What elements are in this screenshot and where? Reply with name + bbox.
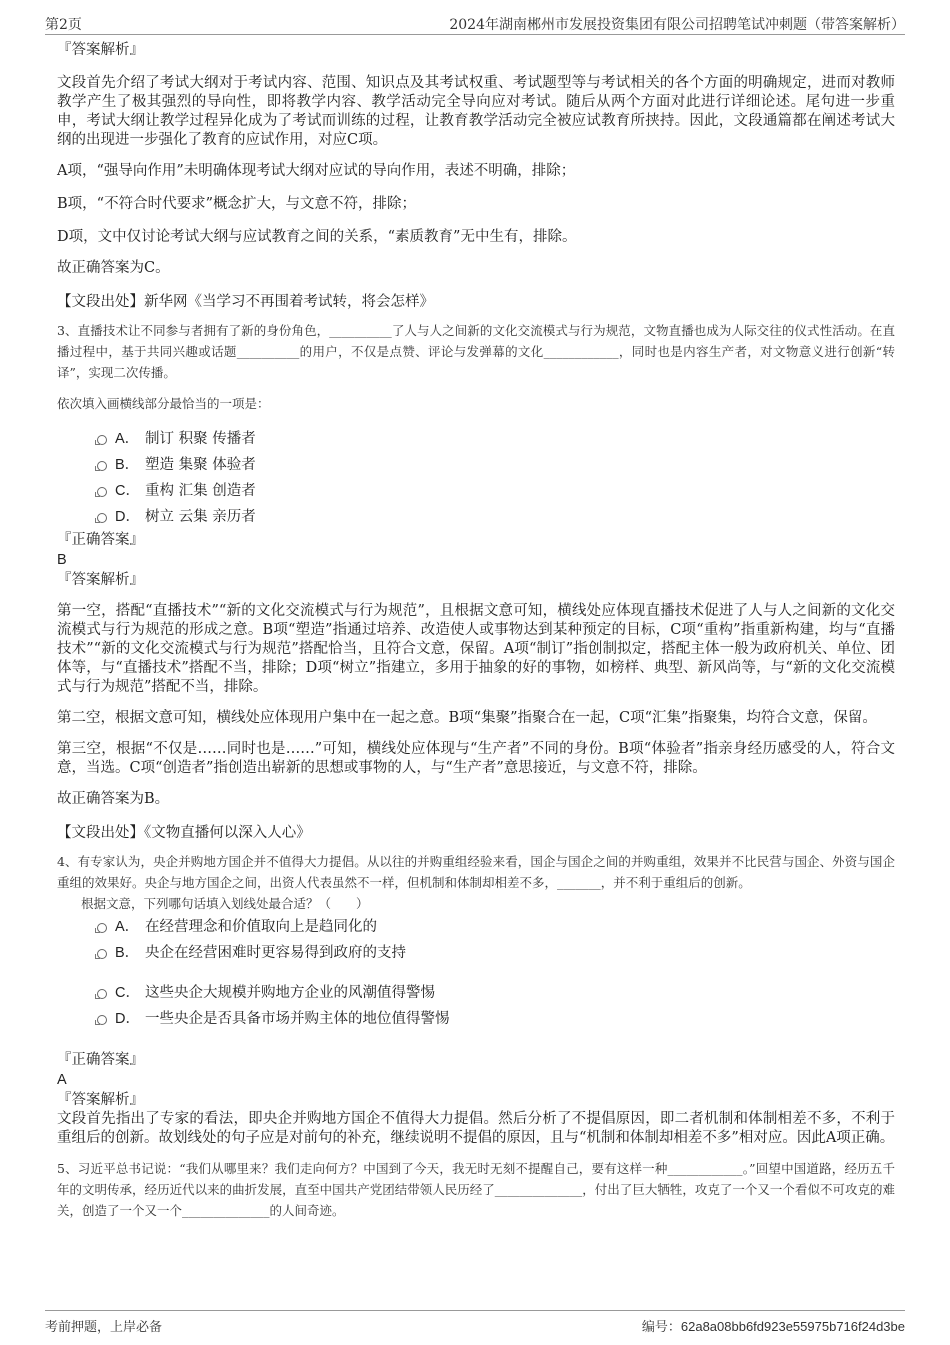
radio-icon[interactable] xyxy=(97,989,107,999)
analysis-label: 『答案解析』 xyxy=(57,1092,144,1108)
radio-icon[interactable] xyxy=(97,461,107,471)
option-c[interactable]: C． 这些央企大规模并购地方企业的风潮值得警惕 xyxy=(57,980,895,1006)
source-citation: 【文段出处】新华网《当学习不再围着考试转，将会怎样》 xyxy=(57,294,434,310)
option-b[interactable]: B． 央企在经营困难时更容易得到政府的支持 xyxy=(57,940,895,966)
radio-icon[interactable] xyxy=(97,949,107,959)
question-4-stem: 4、有专家认为，央企并购地方国企并不值得大力提倡。从以往的并购重组经验来看，国企与国企之间的并购重组，效果并不比民营与国企、外资与国企重组的效果好。央企与地方国企之间，出资人代表虽然不一样，但机制和体制却相差不多，_______，并不利于重组后的创新。 xyxy=(57,854,895,890)
radio-icon[interactable] xyxy=(97,923,107,933)
correct-answer: A xyxy=(57,1072,67,1088)
question-4-prompt: 根据文意，下列哪句话填入划线处最合适？（ ） xyxy=(81,896,369,911)
option-a-explanation: A项，“强导向作用”未明确体现考试大纲对应试的导向作用，表述不明确，排除； xyxy=(57,163,576,179)
option-c[interactable]: C． 重构 汇集 创造者 xyxy=(57,478,895,504)
page-header xyxy=(45,12,905,35)
correct-answer-label: 『正确答案』 xyxy=(57,532,144,548)
analysis-paragraph: 第一空，搭配“直播技术”“新的文化交流模式与行为规范”，且根据文意可知，横线处应体现直播技术促进了人与人之间新的文化交流模式与行为规范的形成之意。B项“塑造”指通过培养、改造使人或事物达到某种预定的目标，C项“重构”指重新构建，均与“直播技术”“新的文化交流模式与行为规范”搭配恰当，且符合文意，保留。A项“制订”指创制拟定，搭配主体一般为政府机关、单位、团体等，与“直播技术”搭配不当，排除；D项“树立”指建立，多用于抽象的好的事物，如榜样、典型、新风尚等，与“新的文化交流模式与行为规范”搭配不当，排除。 xyxy=(57,603,895,695)
analysis-paragraph: 文段首先指出了专家的看法，即央企并购地方国企不值得大力提倡。然后分析了不提倡原因，即二者机制和体制相差不多，不利于重组后的创新。故划线处的句子应是对前句的补充，继续说明不提倡的原因，且与“机制和体制却相差不多”相对应。因此A项正确。 xyxy=(57,1111,895,1146)
option-b-explanation: B项，“不符合时代要求”概念扩大，与文意不符，排除； xyxy=(57,196,416,212)
document-title: 2024年湖南郴州市发展投资集团有限公司招聘笔试冲刺题（带答案解析） xyxy=(449,17,905,33)
correct-answer: B xyxy=(57,552,67,568)
option-d[interactable]: D． 一些央企是否具备市场并购主体的地位值得警惕 xyxy=(57,1006,895,1032)
radio-icon[interactable] xyxy=(97,513,107,523)
question-5-stem: 5、习近平总书记说：“我们从哪里来？我们走向何方？中国到了今天，我无时无刻不提醒自己，要有这样一种____________。”回望中国道路，经历五千年的文明传承，经历近代以来的曲折发展，直至中国共产党团结带领人民历经了______________，付出了巨大牺牲，攻克了一个又一个看似不可攻克的难关，创造了一个又一个______________的人间奇迹。 xyxy=(57,1161,895,1218)
footer-slogan: 考前押题，上岸必备 xyxy=(45,1320,163,1335)
radio-icon[interactable] xyxy=(97,435,107,445)
option-d-explanation: D项，文中仅讨论考试大纲与应试教育之间的关系，“素质教育”无中生有，排除。 xyxy=(57,229,577,245)
radio-icon[interactable] xyxy=(97,487,107,497)
option-b[interactable]: B． 塑造 集聚 体验者 xyxy=(57,452,895,478)
question-3-prompt: 依次填入画横线部分最恰当的一项是： xyxy=(57,396,270,411)
source-citation: 【文段出处】《文物直播何以深入人心》 xyxy=(57,825,311,841)
option-a[interactable]: A． 在经营理念和价值取向上是趋同化的 xyxy=(57,914,895,940)
radio-icon[interactable] xyxy=(97,1015,107,1025)
conclusion: 故正确答案为C。 xyxy=(57,260,170,276)
analysis-paragraph: 第二空，根据文意可知，横线处应体现用户集中在一起之意。B项“集聚”指聚合在一起，C项“汇集”指聚集，均符合文意，保留。 xyxy=(57,710,877,726)
page-content xyxy=(57,40,895,1221)
analysis-paragraph: 文段首先介绍了考试大纲对于考试内容、范围、知识点及其考试权重、考试题型等与考试相关的各个方面的明确规定，进而对教师教学产生了极其强烈的导向性，即将教学内容、教学活动完全导向应对考试。随后从两个方面对此进行详细论述。尾句进一步重申，考试大纲让教学过程异化成为了考试而训练的过程，让教育教学活动完全被应试教育所挟持。因此，文段通篇都在阐述考试大纲的出现进一步强化了教育的应试作用，对应C项。 xyxy=(57,75,895,148)
page-footer xyxy=(45,1310,905,1335)
option-a[interactable]: A． 制订 积聚 传播者 xyxy=(57,426,895,452)
question-3-stem: 3、直播技术让不同参与者拥有了新的身份角色，__________了人与人之间新的文化交流模式与行为规范，文物直播也成为人际交往的仪式性活动。在直播过程中，基于共同兴趣或话题__________的用户，不仅是点赞、评论与发弹幕的文化____________，同时也是内容生产者，对文物意义进行创新“转译”，实现二次传播。 xyxy=(57,323,895,380)
analysis-label: 『答案解析』 xyxy=(57,572,144,588)
document-code: 编号：62a8a08bb6fd923e55975b716f24d3be xyxy=(641,1319,905,1335)
option-d[interactable]: D． 树立 云集 亲历者 xyxy=(57,504,895,530)
analysis-label: 『答案解析』 xyxy=(57,42,144,58)
correct-answer-label: 『正确答案』 xyxy=(57,1052,144,1068)
analysis-paragraph: 第三空，根据“不仅是……同时也是……”可知，横线处应体现与“生产者”不同的身份。B项“体验者”指亲身经历感受的人，符合文意，当选。C项“创造者”指创造出崭新的思想或事物的人，与“生产者”意思接近，与文意不符，排除。 xyxy=(57,741,895,776)
page-number: 第2页 xyxy=(45,17,82,33)
conclusion: 故正确答案为B。 xyxy=(57,791,170,807)
